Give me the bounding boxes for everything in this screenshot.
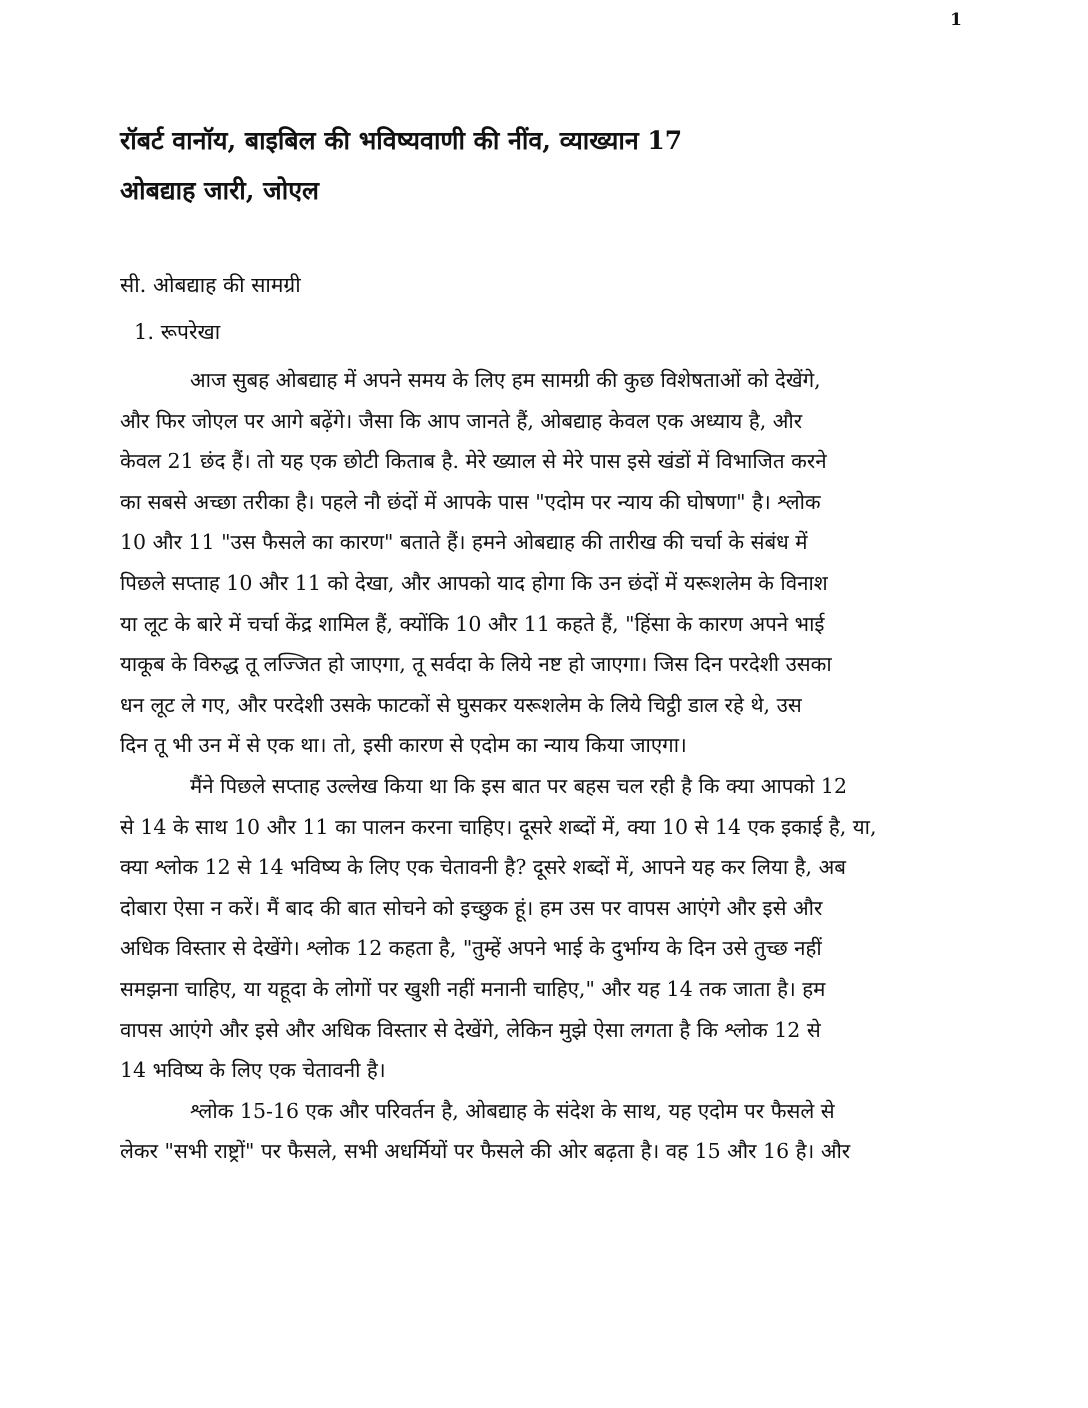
paragraph-line: दिन तू भी उन में से एक था। तो, इसी कारण से एदोम का न्याय किया जाएगा। (120, 733, 687, 758)
paragraph-line: 10 और 11 "उस फैसले का कारण" बताते हैं। हमने ओबद्याह की तारीख की चर्चा के संबंध में (120, 530, 808, 555)
paragraph-line: श्लोक 15-16 एक और परिवर्तन है, ओबद्याह के संदेश के साथ, यह एदोम पर फैसले से (190, 1098, 835, 1123)
paragraph-line: या लूट के बारे में चर्चा केंद्र शामिल हैं, क्योंकि 10 और 11 कहते हैं, "हिंसा के कारण अपने भाई (120, 611, 825, 636)
paragraph-line: अधिक विस्तार से देखेंगे। श्लोक 12 कहता है, "तुम्हें अपने भाई के दुर्भाग्य के दिन उसे तुच्छ नहीं (120, 936, 822, 961)
paragraph-line: से 14 के साथ 10 और 11 का पालन करना चाहिए। दूसरे शब्दों में, क्या 10 से 14 एक इकाई है, या, (120, 814, 877, 839)
paragraph-line: पिछले सप्ताह 10 और 11 को देखा, और आपको याद होगा कि उन छंदों में यरूशलेम के विनाश (120, 570, 828, 595)
body-text (120, 360, 966, 1172)
paragraph-line: मैंने पिछले सप्ताह उल्लेख किया था कि इस बात पर बहस चल रही है कि क्या आपको 12 (190, 773, 847, 798)
lecture-subtitle: ओबद्याह जारी, जोएल (120, 176, 319, 205)
paragraph-line: लेकर "सभी राष्ट्रों" पर फैसले, सभी अधर्मियों पर फैसले की ओर बढ़ता है। वह 15 और 16 है। और (120, 1139, 851, 1164)
paragraph-line: केवल 21 छंद हैं। तो यह एक छोटी किताब है. मेरे ख्याल से मेरे पास इसे खंडों में विभाजित करने (120, 449, 827, 474)
lecture-title: रॉबर्ट वानॉय, बाइबिल की भविष्यवाणी की नींव, व्याख्यान 17 (120, 126, 683, 155)
paragraph-line: याकूब के विरुद्ध तू लज्जित हो जाएगा, तू सर्वदा के लिये नष्ट हो जाएगा। जिस दिन परदेशी उसका (120, 652, 832, 677)
paragraph-line: क्या श्लोक 12 से 14 भविष्य के लिए एक चेतावनी है? दूसरे शब्दों में, आपने यह कर लिया है, अब (120, 855, 846, 880)
paragraph (120, 766, 966, 1091)
section-heading: सी. ओबद्याह की सामग्री (120, 273, 301, 297)
paragraph-line: धन लूट ले गए, और परदेशी उसके फाटकों से घुसकर यरूशलेम के लिये चिट्ठी डाल रहे थे, उस (120, 692, 802, 717)
paragraph-line: 14 भविष्य के लिए एक चेतावनी है। (120, 1058, 386, 1083)
paragraph (120, 1091, 966, 1172)
paragraph (120, 360, 966, 766)
paragraph-line: का सबसे अच्छा तरीका है। पहले नौ छंदों में आपके पास "एदोम पर न्याय की घोषणा" है। श्लोक (120, 489, 821, 514)
paragraph-line: वापस आएंगे और इसे और अधिक विस्तार से देखेंगे, लेकिन मुझे ऐसा लगता है कि श्लोक 12 से (120, 1017, 821, 1042)
paragraph-line: दोबारा ऐसा न करें। मैं बाद की बात सोचने को इच्छुक हूं। हम उस पर वापस आएंगे और इसे और (120, 895, 823, 920)
paragraph-line: और फिर जोएल पर आगे बढ़ेंगे। जैसा कि आप जानते हैं, ओबद्याह केवल एक अध्याय है, और (120, 408, 803, 433)
paragraph-line: आज सुबह ओबद्याह में अपने समय के लिए हम सामग्री की कुछ विशेषताओं को देखेंगे, (190, 368, 821, 392)
subsection-heading: 1. रूपरेखा (134, 320, 221, 344)
page-number: 1 (950, 10, 962, 30)
paragraph-line: समझना चाहिए, या यहूदा के लोगों पर खुशी नहीं मनानी चाहिए," और यह 14 तक जाता है। हम (120, 976, 826, 1001)
